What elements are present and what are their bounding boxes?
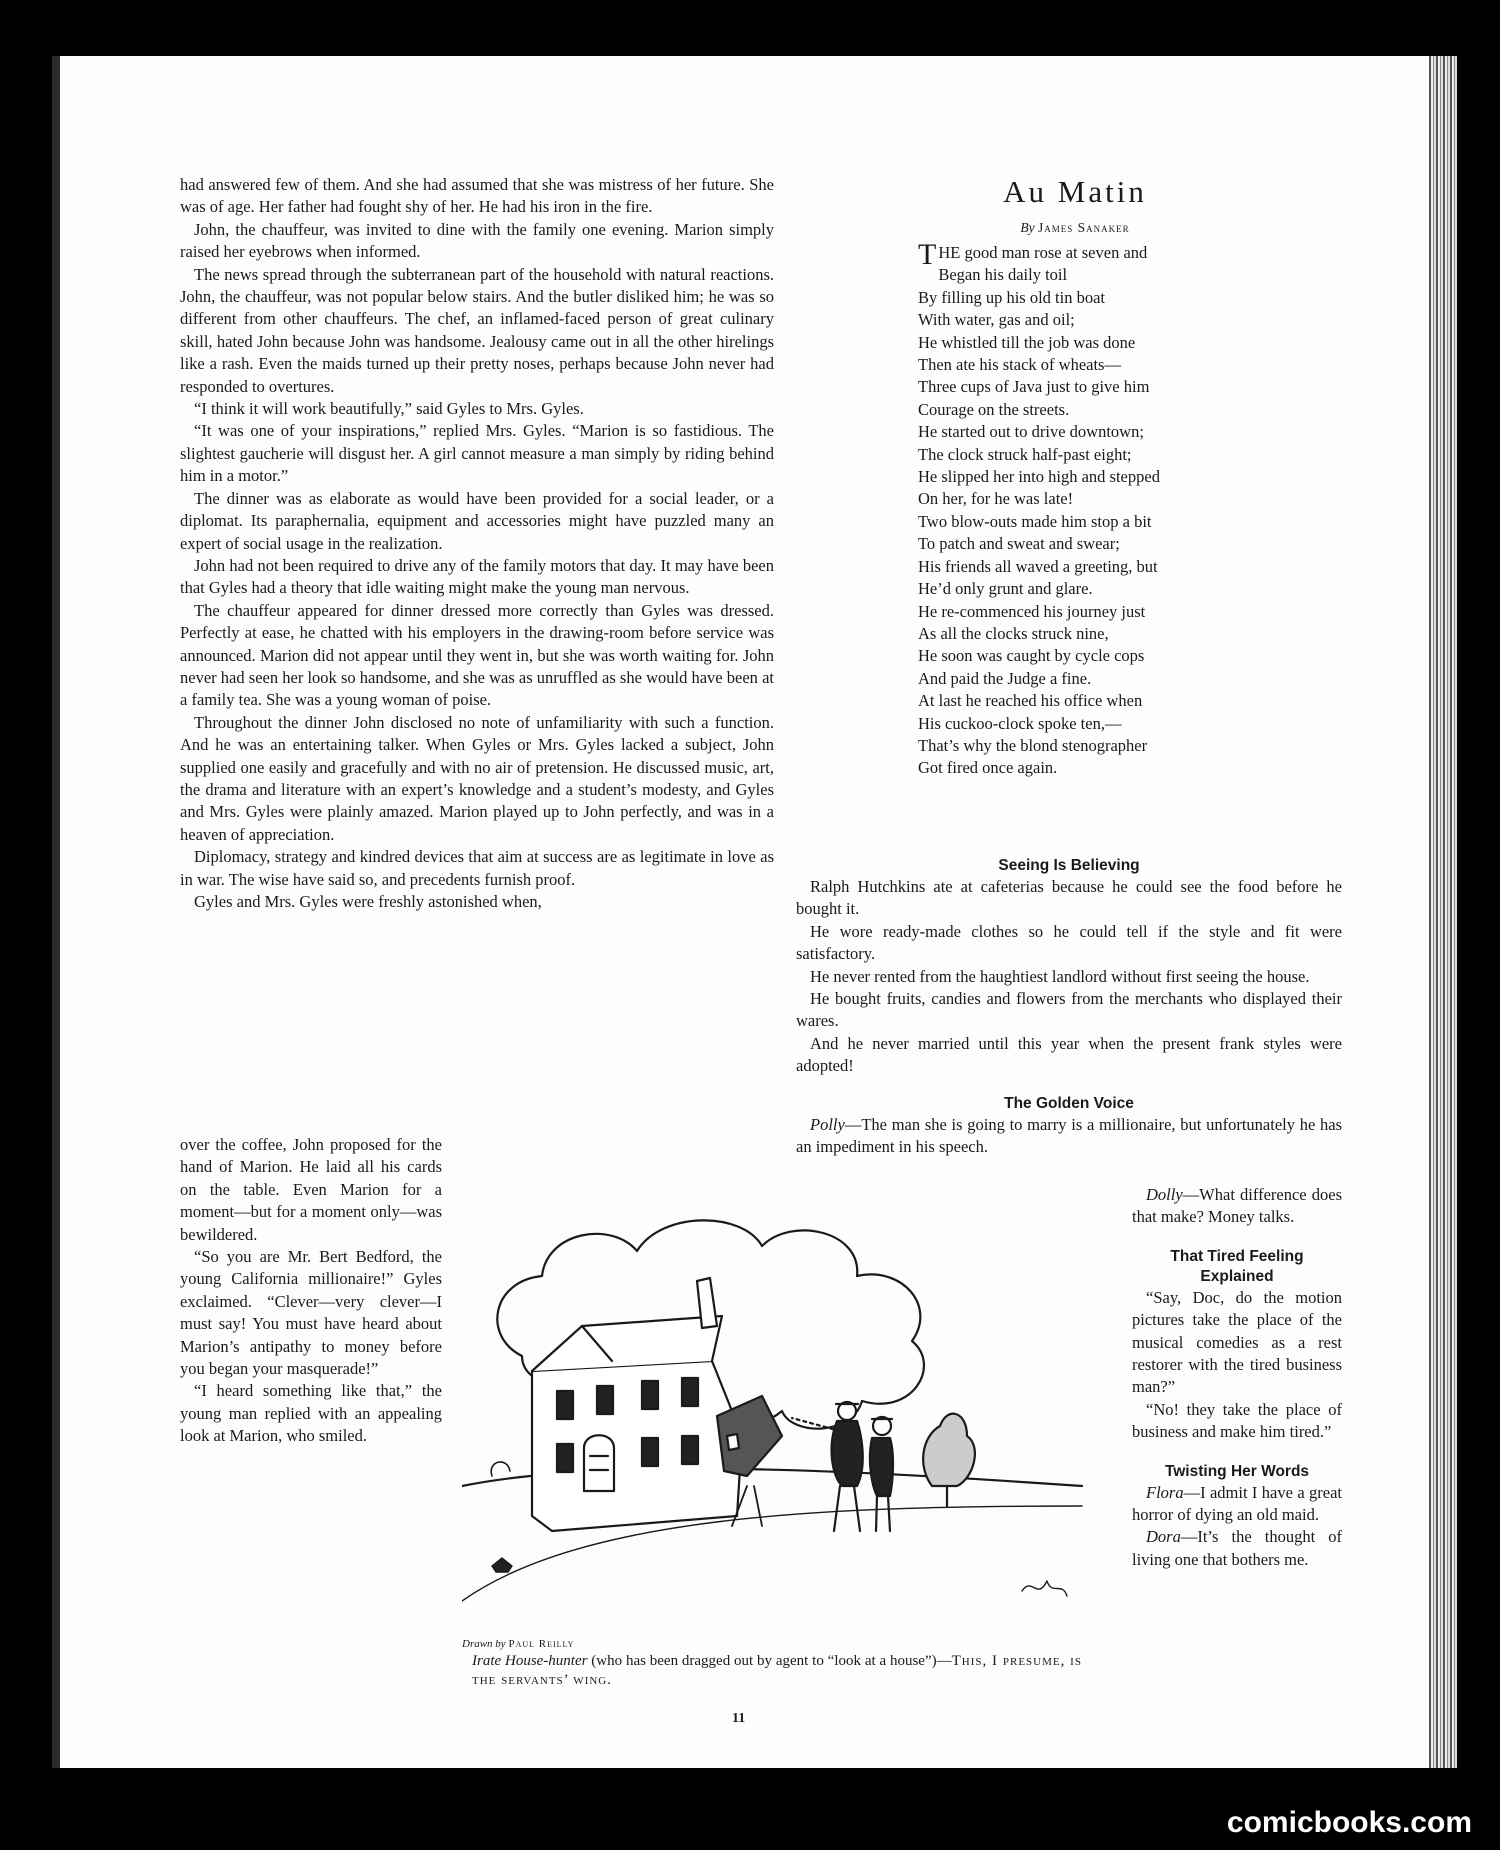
story-paragraph: “I think it will work beautifully,” said Gyles to Mrs. Gyles. <box>194 399 584 419</box>
story-paragraph: The dinner was as elaborate as would have been provided for a social leader, or a diplomat. Its paraphernalia, equipment and accessories might have puzzled many an expert of social usage in the realization. <box>180 488 774 553</box>
byline-prefix: By <box>1020 220 1035 235</box>
poem-line: On her, for he was late! <box>918 489 1074 509</box>
story-paragraph: over the coffee, John proposed for the hand of Marion. He laid all his cards on the table. Even Marion for a moment—but for a moment only—was bewildered. <box>180 1135 442 1244</box>
story-paragraph: “I heard something like that,” the young man replied with an appealing look at Marion, who smiled. <box>180 1381 442 1446</box>
dialogue-line: —I admit I have a great horror of dying an old maid. <box>1132 1482 1342 1525</box>
dialogue-line: —The man she is going to marry is a millionaire, but unfortunately he has an impediment in his speech. <box>796 1114 1342 1157</box>
caption-line: This, I presume, is the servants’ wing. <box>472 1653 1082 1688</box>
joke-heading-golden: The Golden Voice <box>1004 1094 1134 1112</box>
poem-line: His friends all waved a greeting, but <box>918 556 1158 576</box>
poem-line: He soon was caught by cycle cops <box>918 646 1145 666</box>
poem-line: Got fired once again. <box>918 758 1058 778</box>
caption-speaker: Irate House-hunter <box>472 1653 588 1669</box>
page-stack-edge <box>1429 56 1457 1768</box>
poem-line: Two blow-outs made him stop a bit <box>918 511 1152 531</box>
poem-line: Courage on the streets. <box>918 399 1070 419</box>
jokes-column-narrow <box>1132 1184 1342 1571</box>
poem-first-line: HE good man rose at seven and <box>938 243 1148 262</box>
credit-prefix: Drawn by <box>462 1638 506 1650</box>
speaker-name: Polly <box>810 1114 845 1134</box>
joke-paragraph: He bought fruits, candies and flowers from the merchants who displayed their wares. <box>796 989 1342 1031</box>
poem-line: The clock struck half-past eight; <box>918 444 1132 464</box>
story-paragraph: The news spread through the subterranean part of the household with natural reactions. John, the chauffeur, was not popular below stairs. And the butler disliked him; he was so different from other chauffeurs. The chef, an inflamed-faced person of great culinary skill, hated John because John was handsome. Jealousy came out in all the other hirelings like a rash. Even the maids turned up their pretty noses, perhaps because John never had responded to overtures. <box>180 264 774 396</box>
dialogue-line: —What difference does that make? Money talks. <box>1132 1185 1342 1227</box>
joke-heading-twisting: Twisting Her Words <box>1164 1462 1310 1480</box>
joke-dialogue <box>1132 1526 1342 1571</box>
story-paragraph: Diplomacy, strategy and kindred devices that aim at success are as legitimate in love as in war. The wise have said so, and precedents furnish proof. <box>180 847 774 889</box>
poem-body <box>918 238 1248 780</box>
joke-heading-tired: That Tired Feeling Explained <box>1170 1247 1304 1285</box>
artist-signature <box>1022 1581 1067 1596</box>
dog-icon <box>492 1558 512 1572</box>
dialogue-line: —It’s the thought of living one that bothers me. <box>1132 1527 1342 1569</box>
poem-line: He slipped her into high and stepped <box>918 467 1160 487</box>
poem-author: James Sanaker <box>1037 220 1130 235</box>
speaker-name: Dolly <box>1146 1185 1183 1204</box>
poem-line: He’d only grunt and glare. <box>918 579 1093 599</box>
joke-paragraph: Ralph Hutchkins ate at cafeterias because he could see the food before he bought it. <box>796 877 1342 919</box>
illustration-caption <box>472 1652 1082 1690</box>
speaker-name: Dora <box>1146 1527 1181 1547</box>
joke-dialogue <box>1132 1482 1342 1527</box>
drop-cap: T <box>918 238 937 271</box>
poem-byline <box>912 220 1238 236</box>
poem-line: Three cups of Java just to give him <box>918 377 1150 397</box>
joke-paragraph: And he never married until this year when the present frank styles were adopted! <box>796 1033 1342 1076</box>
story-paragraph: had answered few of them. And she had assumed that she was mistress of her future. She was of age. Her father had fought shy of her. He had his iron in the fire. <box>180 175 774 217</box>
joke-dialogue <box>796 1114 1342 1159</box>
story-paragraph: John had not been required to drive any of the family motors that day. It may have been that Gyles had a theory that idle waiting might make the young man nervous. <box>180 555 774 598</box>
tree-icon <box>923 1414 975 1486</box>
magazine-page <box>52 56 1457 1768</box>
poem-line-first <box>918 238 1248 271</box>
joke-paragraph: He never rented from the haughtiest landlord without first seeing the house. <box>810 966 1310 986</box>
poem-line: With water, gas and oil; <box>918 310 1075 330</box>
bush-icon <box>491 1462 510 1476</box>
joke-paragraph: “No! they take the place of business and make him tired.” <box>1132 1399 1342 1442</box>
illustration-credit <box>462 1638 574 1650</box>
speaker-name: Flora <box>1146 1482 1184 1502</box>
poem-line: Began his daily toil <box>938 265 1068 285</box>
joke-dialogue <box>1132 1184 1342 1229</box>
joke-heading-seeing: Seeing Is Believing <box>998 857 1140 874</box>
watermark: comicbooks.com <box>1226 1806 1472 1839</box>
story-paragraph: The chauffeur appeared for dinner dressed more correctly than Gyles was dressed. Perfectly at ease, he chatted with his employers in the drawing-room before service was announced. Marion did not appear until they went in, but she was worth waiting for. John never had seen her look so handsome, and she was as unruffled as she would have been at a family tea. She was a young woman of poise. <box>180 600 774 710</box>
story-paragraph: Gyles and Mrs. Gyles were freshly astonished when, <box>194 892 542 911</box>
story-paragraph: Throughout the dinner John disclosed no note of unfamiliarity with such a function. And he was an entertaining talker. When Gyles or Mrs. Gyles lacked a subject, John supplied one easily and gracefully and with no air of pretension. He discussed music, art, the drama and literature with an expert’s knowledge and a student’s modesty, and Gyles and Mrs. Gyles were plainly amazed. Marion played up to John perfectly, and was in a heaven of appreciation. <box>180 712 774 844</box>
story-paragraph: John, the chauffeur, was invited to dine with the family one evening. Marion simply raised her eyebrows when informed. <box>180 219 774 262</box>
poem-line: And paid the Judge a fine. <box>918 668 1092 688</box>
story-column <box>180 174 774 913</box>
credit-artist: Paul Reilly <box>508 1638 575 1650</box>
poem-line: To patch and sweat and swear; <box>918 534 1120 554</box>
poem-line: At last he reached his office when <box>918 691 1143 711</box>
story-column-narrow <box>180 1134 442 1448</box>
poem-line: Then ate his stack of wheats— <box>918 355 1121 375</box>
poem-title: Au Matin <box>1003 174 1147 209</box>
caption-aside: (who has been dragged out by agent to “look at a house”)— <box>587 1653 952 1669</box>
joke-paragraph: “Say, Doc, do the motion pictures take the place of the musical comedies as a rest restorer with the tired business man?” <box>1132 1287 1342 1397</box>
story-paragraph: “So you are Mr. Bert Bedford, the young California millionaire!” Gyles exclaimed. “Clever—very clever—I must say! You must have heard about Marion’s antipathy to money before you began your masquerade!” <box>180 1247 442 1379</box>
house-hunter-figure <box>870 1417 893 1531</box>
joke-paragraph: He wore ready-made clothes so he could tell if the style and fit were satisfactory. <box>796 921 1342 964</box>
page-number: 11 <box>732 1711 746 1726</box>
jokes-column <box>796 856 1342 1158</box>
poem-line: By filling up his old tin boat <box>918 287 1106 307</box>
cartoon-illustration <box>462 1186 1092 1628</box>
poem-line: He started out to drive downtown; <box>918 422 1144 442</box>
poem-line: He re-commenced his journey just <box>918 601 1146 621</box>
crooked-house <box>532 1278 742 1531</box>
poem-line: That’s why the blond stenographer <box>918 735 1148 755</box>
story-paragraph: “It was one of your inspirations,” replied Mrs. Gyles. “Marion is so fastidious. The slightest gaucherie will disgust her. A girl cannot measure a man simply by riding behind him in a motor.” <box>180 421 774 486</box>
poem-line: He whistled till the job was done <box>918 332 1136 352</box>
gutter-shadow <box>52 56 60 1768</box>
poem-line: As all the clocks struck nine, <box>918 623 1109 643</box>
poem-line: His cuckoo-clock spoke ten,— <box>918 713 1122 733</box>
